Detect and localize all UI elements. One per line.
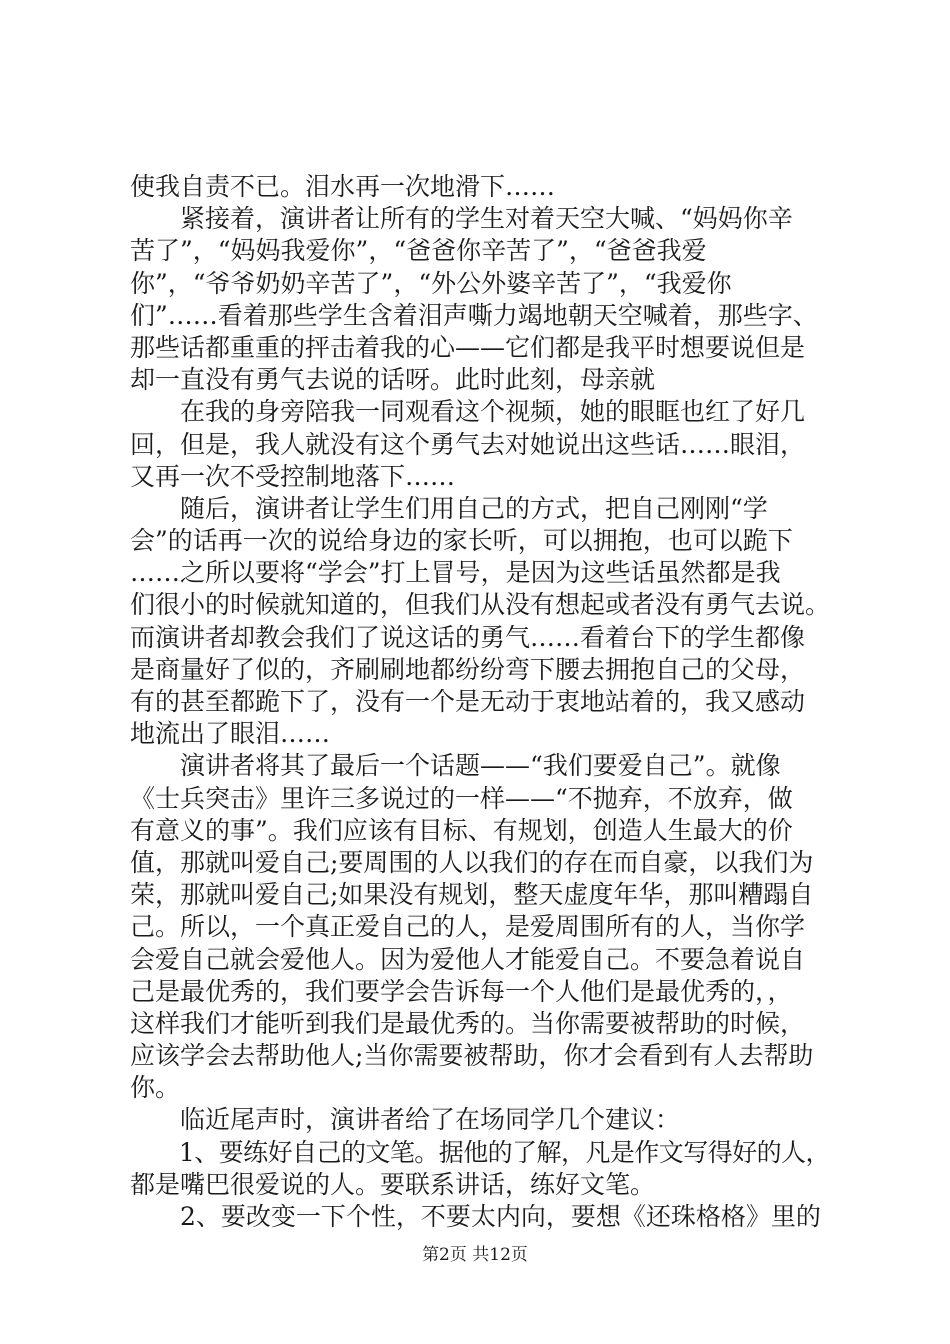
- text-line: 又再一次不受控制地落下……: [130, 461, 456, 491]
- text-line: 那些话都重重的抨击着我的心——它们都是我平时想要说但是: [130, 332, 806, 362]
- text-line: 地流出了眼泪……: [130, 719, 331, 749]
- text-line: 你”，“爷爷奶奶辛苦了”，“外公外婆辛苦了”，“我爱你: [130, 268, 732, 298]
- text-line: 却一直没有勇气去说的话呀。此时此刻，母亲就: [130, 365, 656, 395]
- text-line: 临近尾声时，演讲者给了在场同学几个建议：: [130, 1105, 681, 1135]
- document-body: [130, 171, 830, 1233]
- text-line: 2、要改变一下个性，不要太内向，要想《还珠格格》里的: [130, 1202, 821, 1231]
- text-line: 而演讲者却教会我们了说这话的勇气……看着台下的学生都像: [130, 622, 806, 652]
- text-line: 演讲者将其了最后一个话题——“我们要爱自己”。就像: [130, 751, 781, 781]
- text-line: 应该学会去帮助他人;当你需要被帮助，你才会看到有人去帮助: [130, 1041, 814, 1071]
- text-line: 紧接着，演讲者让所有的学生对着天空大喊、“妈妈你辛: [130, 204, 793, 234]
- text-line: 们”……看着那些学生含着泪声嘶力竭地朝天空喊着，那些字、: [130, 300, 818, 330]
- text-line: 1、要练好自己的文笔。据他的了解，凡是作文写得好的人，: [130, 1137, 830, 1167]
- text-line: 你。: [130, 1073, 181, 1103]
- text-line: 使我自责不已。泪水再一次地滑下……: [130, 172, 556, 201]
- text-line: 《士兵突击》里许三多说过的一样——“不抛弃，不放弃，做: [130, 783, 793, 813]
- text-line: 这样我们才能听到我们是最优秀的。当你需要被帮助的时候，: [130, 1008, 806, 1038]
- text-line: 都是嘴巴很爱说的人。要联系讲话，练好文笔。: [130, 1169, 656, 1199]
- text-line: 值，那就叫爱自己;要周围的人以我们的存在而自豪，以我们为: [130, 847, 814, 877]
- text-line: 随后，演讲者让学生们用自己的方式，把自己刚刚“学: [130, 493, 768, 523]
- text-line: 会爱自己就会爱他人。因为爱他人才能爱自己。不要急着说自: [130, 944, 806, 974]
- text-line: 有的甚至都跪下了，没有一个是无动于衷地站着的，我又感动: [130, 687, 806, 716]
- text-line: 荣，那就叫爱自己;如果没有规划，整天虚度年华，那叫糟蹋自: [130, 880, 814, 910]
- text-line: 己是最优秀的，我们要学会告诉每一个人他们是最优秀的，，: [130, 976, 793, 1006]
- text-line: 在我的身旁陪我一同观看这个视频，她的眼眶也红了好几: [130, 397, 806, 427]
- text-line: 是商量好了似的，齐刷刷地都纷纷弯下腰去拥抱自己的父母，: [130, 654, 806, 684]
- page-number-footer: 第2页 共12页: [422, 1245, 528, 1265]
- text-line: 己。所以，一个真正爱自己的人，是爱周围所有的人，当你学: [130, 912, 806, 942]
- text-line: 回，但是，我人就没有这个勇气去对她说出这些话……眼泪，: [130, 429, 806, 459]
- text-line: 有意义的事”。我们应该有目标、有规划，创造人生最大的价: [130, 815, 793, 845]
- text-line: 苦了”，“妈妈我爱你”，“爸爸你辛苦了”，“爸爸我爱: [130, 236, 707, 266]
- text-line: ……之所以要将“学会”打上冒号，是因为这些话虽然都是我: [130, 558, 781, 588]
- text-line: 们很小的时候就知道的，但我们从没有想起或者没有勇气去说。: [130, 590, 831, 620]
- text-line: 会”的话再一次的说给身边的家长听，可以拥抱，也可以跪下: [130, 526, 793, 556]
